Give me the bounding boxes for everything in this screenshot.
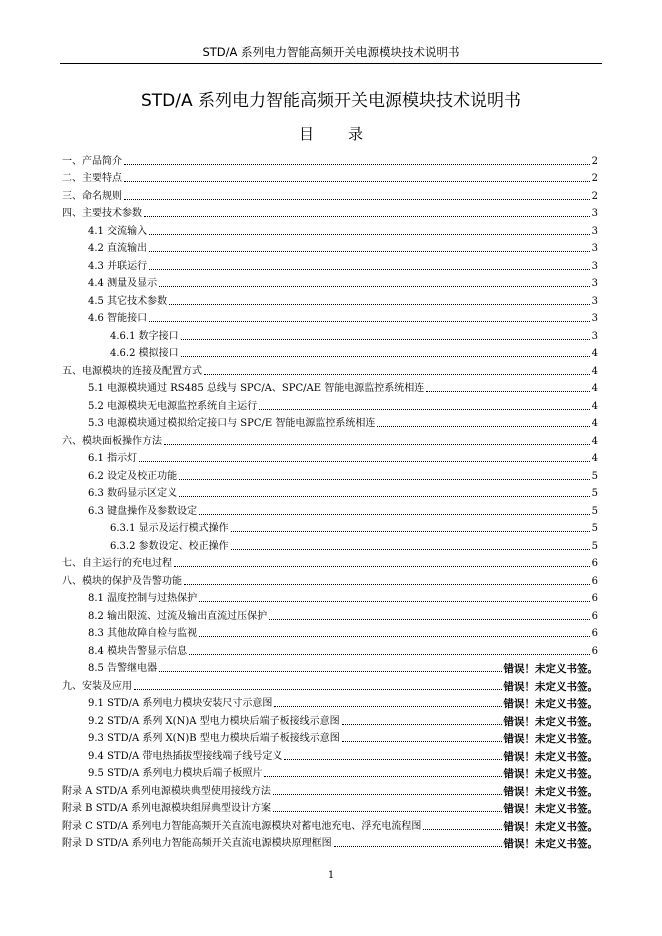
toc-entry-page: 错误！未定义书签。 [503, 785, 598, 798]
toc-entry-title: 9.4 STD/A 带电热插拔型接线端子线号定义 [88, 750, 283, 762]
toc-entry-title: 5.3 电源模块通过模拟给定接口与 SPC/E 智能电源监控系统相连 [88, 418, 376, 429]
toc-entry-page: 4 [591, 435, 598, 447]
toc-entry[interactable] [62, 710, 598, 728]
toc-entry-title: 八、模块的保护及告警功能 [62, 575, 182, 587]
toc-entry-title: 8.3 其他故障自检与监视 [88, 628, 198, 639]
toc-entry-page: 6 [591, 558, 598, 569]
toc-entry-page: 6 [591, 610, 598, 622]
toc-entry-page: 错误！未定义书签。 [503, 838, 598, 850]
toc-entry[interactable] [62, 640, 598, 658]
toc-entry[interactable] [62, 255, 598, 273]
toc-entry-title: 5.1 电源模块通过 RS485 总线与 SPC/A、SPC/AE 智能电源监控系统相连 [88, 383, 425, 394]
toc-entry[interactable] [62, 378, 598, 396]
table-of-contents [62, 150, 598, 850]
toc-entry[interactable] [62, 325, 598, 343]
toc-entry-page: 2 [591, 173, 598, 184]
toc-entry[interactable] [62, 588, 598, 606]
toc-entry-title: 8.1 温度控制与过热保护 [88, 593, 198, 604]
toc-leader-dots [284, 759, 501, 760]
toc-entry-title: 4.2 直流输出 [88, 243, 148, 254]
toc-entry-title: 二、主要特点 [62, 173, 122, 184]
toc-leader-dots [149, 251, 590, 252]
toc-entry-page: 3 [591, 208, 598, 219]
document-title: STD/A 系列电力智能高频开关电源模块技术说明书 [140, 91, 522, 111]
toc-entry-title: 6.2 设定及校正功能 [88, 470, 178, 482]
toc-entry[interactable] [62, 448, 598, 466]
toc-entry[interactable] [62, 623, 598, 641]
toc-entry-page: 4 [591, 348, 598, 359]
toc-entry[interactable] [62, 395, 598, 413]
toc-leader-dots [231, 531, 590, 532]
toc-leader-dots [199, 601, 590, 602]
toc-entry[interactable] [62, 780, 598, 798]
toc-entry[interactable] [62, 465, 598, 483]
toc-entry-title: 6.3 数码显示区定义 [88, 488, 178, 499]
toc-leader-dots [184, 584, 590, 585]
toc-entry[interactable] [62, 430, 598, 448]
toc-leader-dots [273, 794, 502, 795]
toc-leader-dots [179, 479, 590, 480]
toc-leader-dots [124, 199, 590, 200]
toc-leader-dots [269, 619, 590, 620]
toc-entry-title: 9.2 STD/A 系列 X(N)A 型电力模块后端子板接线示意图 [88, 715, 340, 727]
toc-entry-page: 5 [591, 470, 598, 482]
header-divider [60, 63, 602, 64]
toc-entry-title: 9.1 STD/A 系列电力模块安装尺寸示意图 [88, 698, 273, 709]
toc-entry[interactable] [62, 500, 598, 518]
toc-leader-dots [124, 181, 590, 182]
toc-entry[interactable] [62, 605, 598, 623]
toc-entry-title: 4.6 智能接口 [88, 313, 148, 324]
toc-entry[interactable] [62, 238, 598, 256]
toc-entry-title: 一、产品简介 [62, 155, 122, 167]
toc-leader-dots [342, 724, 502, 725]
toc-entry-title: 8.5 告警继电器 [88, 663, 158, 674]
toc-entry-page: 4 [591, 453, 598, 464]
toc-entry-title: 附录 A STD/A 系列电源模块典型使用接线方法 [62, 785, 271, 797]
toc-leader-dots [189, 654, 590, 655]
toc-leader-dots [264, 776, 501, 777]
toc-entry[interactable] [62, 308, 598, 326]
toc-entry[interactable] [62, 728, 598, 746]
toc-leader-dots [149, 234, 590, 235]
toc-entry-title: 4.5 其它技术参数 [88, 295, 168, 307]
toc-entry-title: 6.3.1 显示及运行模式操作 [110, 523, 229, 534]
toc-leader-dots [139, 461, 590, 462]
toc-entry-title: 4.6.1 数字接口 [110, 330, 179, 342]
toc-entry-title: 6.1 指示灯 [88, 453, 138, 464]
toc-entry-title: 4.1 交流输入 [88, 225, 148, 237]
toc-entry[interactable] [62, 483, 598, 501]
toc-entry-page: 错误！未定义书签。 [503, 698, 598, 710]
toc-entry[interactable] [62, 150, 598, 168]
toc-entry[interactable] [62, 343, 598, 361]
toc-entry-page: 3 [591, 313, 598, 324]
toc-entry[interactable] [62, 693, 598, 711]
toc-entry-title: 附录 C STD/A 系列电力智能高频开关直流电源模块对蓄电池充电、浮充电流程图 [62, 820, 422, 832]
toc-leader-dots [199, 514, 590, 515]
toc-entry-page: 3 [591, 225, 598, 237]
toc-leader-dots [273, 811, 501, 812]
toc-entry-title: 附录 B STD/A 系列电源模块组屏典型设计方案 [62, 803, 272, 814]
toc-entry[interactable] [62, 220, 598, 238]
toc-entry[interactable] [62, 535, 598, 553]
running-header: STD/A 系列电力智能高频开关电源模块技术说明书 [202, 45, 460, 59]
toc-entry-page: 4 [591, 418, 598, 429]
toc-entry-page: 错误！未定义书签。 [503, 820, 598, 833]
toc-entry[interactable] [62, 273, 598, 291]
toc-entry-title: 6.3 键盘操作及参数设定 [88, 505, 198, 517]
toc-entry[interactable] [62, 658, 598, 676]
toc-leader-dots [181, 356, 590, 357]
toc-entry-title: 六、模块面板操作方法 [62, 435, 162, 447]
toc-entry-title: 6.3.2 参数设定、校正操作 [110, 540, 229, 552]
toc-entry-page: 5 [591, 505, 598, 517]
toc-entry-title: 4.3 并联运行 [88, 260, 148, 272]
toc-entry[interactable] [62, 570, 598, 588]
toc-entry-page: 2 [591, 190, 598, 202]
toc-entry-title: 8.4 模块告警显示信息 [88, 645, 188, 657]
toc-entry-page: 错误！未定义书签。 [503, 680, 598, 693]
toc-entry[interactable] [62, 675, 598, 693]
toc-entry-page: 6 [591, 645, 598, 657]
toc-entry-page: 3 [591, 330, 598, 342]
toc-entry-page: 错误！未定义书签。 [503, 733, 598, 745]
toc-entry[interactable] [62, 815, 598, 833]
toc-entry-title: 四、主要技术参数 [62, 208, 142, 219]
toc-entry-title: 9.5 STD/A 系列电力模块后端子板照片 [88, 768, 263, 779]
toc-entry-page: 3 [591, 243, 598, 254]
toc-entry-title: 8.2 输出限流、过流及输出直流过压保护 [88, 610, 268, 622]
toc-leader-dots [259, 409, 590, 410]
toc-leader-dots [124, 164, 590, 165]
toc-entry-title: 4.6.2 模拟接口 [110, 348, 179, 359]
toc-entry[interactable] [62, 168, 598, 186]
toc-leader-dots [181, 339, 590, 340]
toc-entry-title: 五、电源模块的连接及配置方式 [62, 365, 202, 377]
toc-entry-page: 错误！未定义书签。 [503, 715, 598, 728]
toc-entry-page: 6 [591, 593, 598, 604]
toc-entry[interactable] [62, 185, 598, 203]
toc-entry-title: 九、安装及应用 [62, 680, 132, 692]
toc-leader-dots [204, 374, 590, 375]
toc-entry-page: 3 [591, 260, 598, 272]
toc-entry-title: 9.3 STD/A 系列 X(N)B 型电力模块后端子板接线示意图 [88, 733, 340, 744]
toc-entry-title: 三、命名规则 [62, 190, 122, 202]
toc-entry-page: 4 [591, 383, 598, 394]
toc-leader-dots [174, 566, 590, 567]
toc-leader-dots [199, 636, 590, 637]
toc-entry-page: 错误！未定义书签。 [503, 663, 598, 675]
toc-leader-dots [149, 321, 590, 322]
toc-entry-page: 5 [591, 523, 598, 534]
toc-entry-page: 2 [591, 155, 598, 167]
toc-entry[interactable] [62, 833, 598, 851]
toc-entry[interactable] [62, 360, 598, 378]
toc-entry-title: 七、自主运行的充电过程 [62, 558, 172, 569]
toc-entry[interactable] [62, 745, 598, 763]
toc-entry[interactable] [62, 553, 598, 571]
toc-leader-dots [149, 269, 590, 270]
toc-leader-dots [231, 549, 590, 550]
toc-leader-dots [342, 741, 502, 742]
toc-entry-page: 6 [591, 575, 598, 587]
toc-entry-page: 6 [591, 628, 598, 639]
toc-entry-page: 错误！未定义书签。 [503, 768, 598, 780]
toc-leader-dots [377, 426, 589, 427]
toc-entry-title: 4.4 测量及显示 [88, 278, 158, 289]
toc-entry-page: 3 [591, 278, 598, 289]
toc-leader-dots [164, 444, 590, 445]
toc-entry[interactable] [62, 413, 598, 431]
toc-entry-page: 4 [591, 365, 598, 377]
toc-entry-page: 4 [591, 400, 598, 412]
page-number: 1 [327, 870, 335, 881]
toc-entry-page: 5 [591, 540, 598, 552]
toc-leader-dots [334, 846, 502, 847]
toc-leader-dots [134, 689, 502, 690]
toc-entry-page: 5 [591, 488, 598, 499]
toc-leader-dots [159, 671, 501, 672]
toc-entry[interactable] [62, 203, 598, 221]
toc-heading: 目录 [298, 125, 397, 143]
toc-entry[interactable] [62, 290, 598, 308]
toc-leader-dots [426, 391, 589, 392]
toc-entry[interactable] [62, 518, 598, 536]
toc-leader-dots [159, 286, 590, 287]
toc-entry-page: 3 [591, 295, 598, 307]
toc-leader-dots [169, 304, 590, 305]
toc-leader-dots [274, 706, 501, 707]
toc-entry-page: 错误！未定义书签。 [503, 750, 598, 763]
toc-entry-page: 错误！未定义书签。 [503, 803, 598, 815]
toc-leader-dots [423, 829, 501, 830]
toc-entry-title: 5.2 电源模块无电源监控系统自主运行 [88, 400, 258, 412]
toc-leader-dots [144, 216, 590, 217]
toc-entry[interactable] [62, 763, 598, 781]
toc-entry[interactable] [62, 798, 598, 816]
toc-leader-dots [179, 496, 590, 497]
toc-entry-title: 附录 D STD/A 系列电力智能高频开关直流电源模块原理框图 [62, 838, 332, 849]
